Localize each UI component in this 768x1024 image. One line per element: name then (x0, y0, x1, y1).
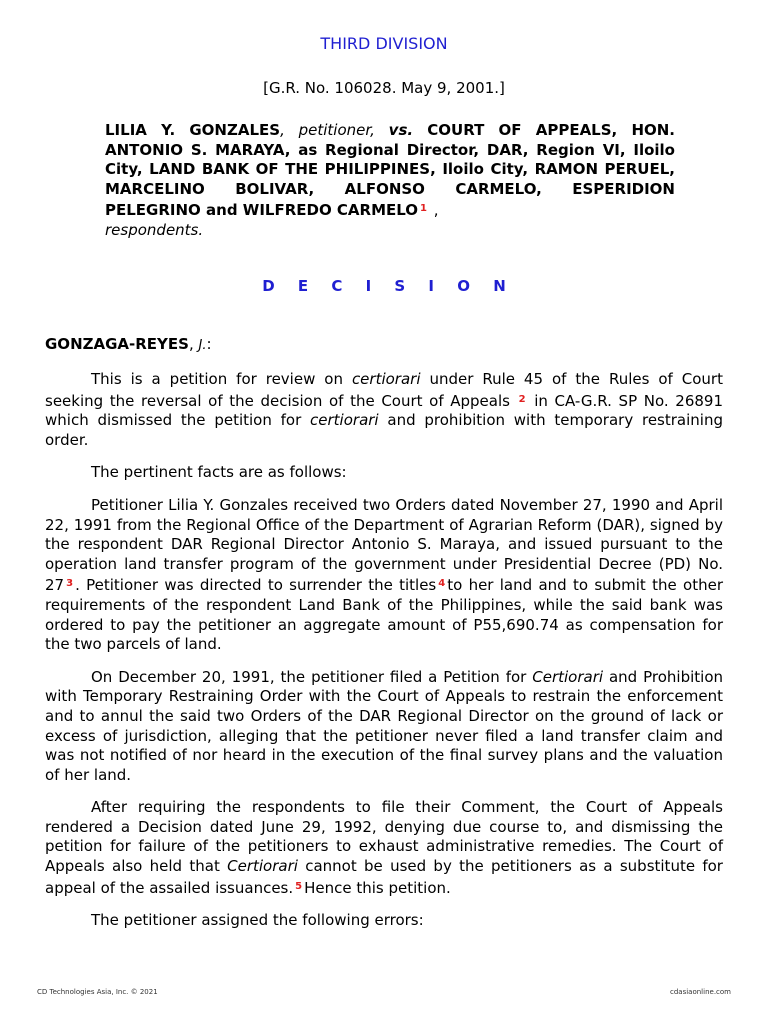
p4-italic-certiorari: Certiorari (532, 667, 604, 686)
case-caption (105, 121, 675, 240)
caption-trailing: , (429, 201, 439, 219)
ponente-colon: : (206, 335, 212, 353)
footnote-link-3[interactable]: 3 (66, 578, 74, 590)
paragraph-5 (45, 798, 723, 898)
decision-body (45, 370, 723, 944)
petitioner-name: LILIA Y. GONZALES (105, 121, 281, 139)
p1-italic-certiorari: certiorari (351, 370, 421, 388)
paragraph-2: The pertinent facts are as follows: (91, 463, 347, 482)
p3-text-c: to her land and to submit the other requirements of the respondent Land Bank of the Philippines, while the said bank was ordered to pay the petitioner an aggregate amount of P55,690.74 as compensation for the two parcels of land. (45, 576, 723, 654)
p5-text-c: cannot be used by the petitioners as a substitute for appeal of the assailed issuances. (45, 857, 723, 897)
paragraph-6: The petitioner assigned the following errors: (91, 911, 424, 930)
p5-text-a: After requiring the respondents to file their Comment, the Court of Appeals rendered a Decision dated June 29, 1992, denying due course to, and dismissing the petition for failure of the petitioners to exhaust administrative remedies. The Court of Appeals also held that (45, 798, 723, 876)
division-heading: THIRD DIVISION (320, 34, 448, 53)
p5-text-d: Hence this petition. (304, 878, 451, 897)
p1-italic-certiorari-2: certiorari (310, 411, 379, 430)
footnote-link-2[interactable]: 2 (518, 393, 526, 405)
p4-text-c: and Prohibition with Temporary Restraining Order with the Court of Appeals to restrain the enforcement and to annul the said two Orders of the DAR Regional Director on the ground of lack or excess of jurisdiction, alleging that the petitioner never filed a land transfer claim and was not notified of nor heard in the execution of the final survey plans and the valuation of her land. (45, 667, 723, 784)
respondents-role: respondents. (105, 220, 204, 239)
p4-text-a: On December 20, 1991, the petitioner filed a Petition for (91, 667, 533, 686)
paragraph-4 (45, 668, 723, 786)
p3-text-b: . Petitioner was directed to surrender the titles (75, 576, 437, 595)
ponente-name: GONZAGA-REYES (45, 335, 189, 353)
p1-text-d: in CA-G.R. SP No. 26891 which dismissed the petition for (45, 391, 723, 430)
footnote-link-1[interactable]: 1 (420, 203, 428, 214)
petitioner-role: , petitioner, (280, 121, 389, 139)
footer-site-link[interactable]: cdasiaonline.com (670, 988, 731, 996)
respondents-names: COURT OF APPEALS, HON. ANTONIO S. MARAYA, as Regional Director, DAR, Region VI, Iloilo City, LAND BANK OF THE PHILIPPINES, Iloilo City, RAMON PERUEL, MARCELINO BOLIVAR, ALFONSO CARMELO, ESPERIDION PELEGRINO and WILFREDO CARMELO (105, 121, 675, 219)
paragraph-1 (45, 370, 723, 450)
footnote-link-5[interactable]: 5 (295, 880, 303, 892)
paragraph-3 (45, 496, 723, 655)
case-number: [G.R. No. 106028. May 9, 2001.] (263, 79, 505, 97)
p1-text-a: This is a petition for review on (91, 370, 352, 388)
ponente-title: J. (198, 338, 207, 353)
ponente-line (45, 335, 212, 353)
p1-text-f: and prohibition with temporary restraining order. (45, 411, 723, 449)
footer-copyright: CD Technologies Asia, Inc. © 2021 (37, 988, 158, 996)
footnote-link-4[interactable]: 4 (438, 578, 446, 590)
versus-label: vs. (388, 121, 414, 139)
p5-italic-certiorari: Certiorari (227, 857, 298, 876)
p1-text-c: under Rule 45 of the Rules of Court seeking the reversal of the decision of the Court of Appeals (45, 370, 723, 410)
ponente-separator: , (188, 335, 199, 353)
p3-text-a: Petitioner Lilia Y. Gonzales received two Orders dated November 27, 1990 and April 22, 1991 from the Regional Office of the Department of Agrarian Reform (DAR), signed by the respondent DAR Regional Director Antonio S. Maraya, and issued pursuant to the operation land transfer program of the government under Presidential Decree (PD) No. 27 (45, 495, 723, 595)
decision-heading: D E C I S I O N (262, 277, 515, 295)
